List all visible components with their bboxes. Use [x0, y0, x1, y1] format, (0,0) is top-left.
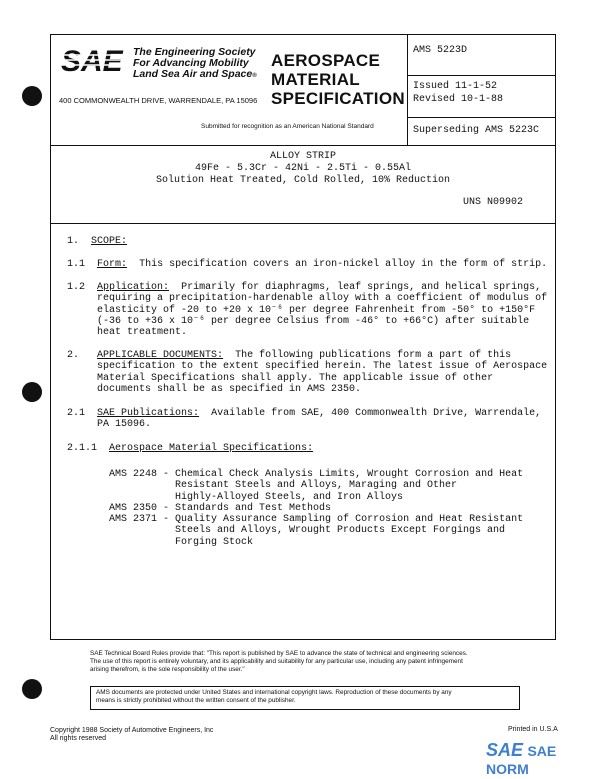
binder-hole-top	[22, 86, 42, 106]
printed-in: Printed in U.S.A	[508, 726, 558, 733]
society-line-3: Land Sea Air and Space®	[133, 68, 257, 80]
reference-list	[109, 469, 523, 548]
copyright-statement: Copyright 1988 Society of Automotive Engineers, Inc All rights reserved	[50, 727, 214, 742]
reference-ams-2350: AMS 2350 - Standards and Test Methods	[109, 502, 332, 514]
title-line-2: MATERIAL	[271, 70, 360, 89]
sae-logo-text: SAE	[61, 45, 123, 77]
reference-ams-2371: AMS 2371 - Quality Assurance Sampling of Corrosion and Heat Resistant Steels and Alloys, Wrought Products Except Forgings and Forging Stock	[109, 514, 524, 548]
title-line-3: SPECIFICATION	[271, 89, 405, 108]
copyright-notice-box: AMS documents are protected under United States and international copyright laws. Reproduction of these documents by any means is strictly prohibited without the written consent of the publisher.	[90, 686, 520, 710]
section-1-2: 1.2 Application: Primarily for diaphragms, leaf springs, and helical springs, requiring a precipitation-hardenable alloy with a coefficient of modulus of elasticity of -20 to +20 x 10⁻⁶ per degree Fahrenheit from -50° to +150°F (-36 to +36 x 10⁻⁶ per degree Celsius from -46° to +66°C) after suitable heat treatment.	[67, 282, 548, 339]
uns-number: UNS N09902	[462, 197, 523, 208]
header-divider-horizontal	[51, 145, 555, 146]
society-line-1: The Engineering Society	[133, 46, 256, 58]
binder-hole-middle	[22, 382, 42, 402]
alloy-condition: Solution Heat Treated, Cold Rolled, 10% Reduction	[155, 175, 451, 186]
section-2-1: 2.1 SAE Publications: Available from SAE, 400 Commonwealth Drive, Warrendale, PA 15096.	[67, 408, 542, 431]
revised-date: Revised 10-1-88	[413, 94, 504, 105]
board-rules-note: SAE Technical Board Rules provide that: "This report is published by SAE to advance the state of technical and engineering sciences. The use of this report is entirely voluntary, and its applicability and suitability for any particular use, including any patent infringement arising therefrom, is the sole responsibility of the user."	[90, 650, 468, 673]
watermark-text: SAE NORM	[486, 743, 557, 777]
title-line-1: AEROSPACE	[271, 51, 381, 70]
document-type-title	[271, 51, 405, 108]
alloy-title: ALLOY STRIP	[269, 151, 336, 162]
recognition-note: Submitted for recognition as an American National Standard	[201, 123, 374, 130]
document-frame	[50, 34, 556, 640]
registered-mark: ®	[252, 73, 257, 79]
right-subbox-line-2	[407, 117, 555, 118]
alloy-composition: 49Fe - 5.3Cr - 42Ni - 2.5Ti - 0.55Al	[194, 163, 412, 174]
section-2-1-1: 2.1.1 Aerospace Material Specifications:	[67, 443, 314, 454]
reference-ams-2248: AMS 2248 - Chemical Check Analysis Limits, Wrought Corrosion and Heat Resistant Steels and Alloys, Maraging and Other Highly-Alloyed Steels, and Iron Alloys	[109, 469, 524, 503]
section-2: 2. APPLICABLE DOCUMENTS: The following publications form a part of this specification to the extent specified herein. The latest issue of Aerospace Material Specifications shall apply. The applicable issue of other documents shall be as specified in AMS 2350.	[67, 350, 548, 395]
watermark-logo: SAE	[486, 740, 524, 760]
title-divider-horizontal	[51, 223, 555, 224]
society-line-2: For Advancing Mobility	[133, 57, 249, 69]
right-subbox-line-1	[407, 75, 555, 76]
issued-date: Issued 11-1-52	[413, 81, 498, 92]
sae-norm-watermark	[486, 740, 600, 779]
spec-number: AMS 5223D	[413, 45, 468, 56]
sae-logo	[61, 45, 125, 77]
binder-hole-bottom	[22, 679, 42, 699]
superseding-note: Superseding AMS 5223C	[413, 125, 540, 136]
header-divider-vertical	[407, 35, 408, 145]
society-tagline	[133, 47, 257, 82]
section-1-1: 1.1 Form: This specification covers an iron-nickel alloy in the form of strip.	[67, 259, 548, 270]
society-address: 400 COMMONWEALTH DRIVE, WARRENDALE, PA 15096	[59, 96, 258, 105]
section-1-heading: 1. SCOPE:	[67, 236, 128, 247]
